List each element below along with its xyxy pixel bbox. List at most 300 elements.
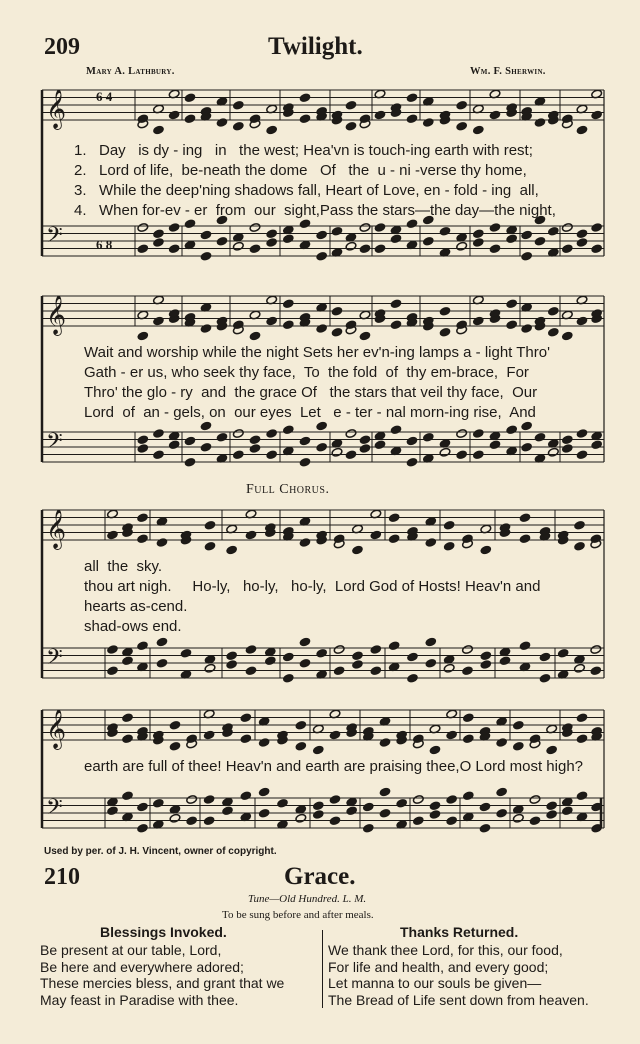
note-head	[456, 241, 468, 251]
note-head	[496, 808, 508, 818]
note-head	[362, 823, 374, 833]
note-head	[204, 541, 216, 551]
treble-clef-icon: 𝄞	[46, 509, 67, 549]
note-head	[456, 100, 468, 110]
verse-2-line-1: 2. Lord of life, be-neath the dome Of the u - ni -verse thy home,	[74, 162, 527, 179]
note-head	[156, 637, 168, 647]
composer-credit: Wm. F. Sherwin.	[470, 66, 546, 77]
verse-3-line-2: Thro' the glo - ry and the grace Of the stars that veil thy face, Our	[84, 384, 538, 401]
note-head	[122, 791, 134, 801]
hymn-210-number: 210	[44, 864, 80, 890]
note-head	[534, 236, 546, 246]
note-head	[456, 121, 468, 131]
note-head	[407, 652, 419, 662]
note-head	[472, 229, 484, 239]
note-head	[184, 457, 196, 467]
note-head	[412, 816, 424, 826]
note-head	[519, 534, 531, 544]
note-head	[472, 125, 484, 135]
note-head	[521, 251, 533, 261]
note-head	[137, 513, 149, 523]
note-head	[299, 457, 311, 467]
note-head	[156, 658, 168, 668]
bass-clef-icon: 𝄢	[46, 645, 63, 675]
note-head	[245, 666, 257, 676]
note-head	[521, 421, 533, 431]
note-head	[462, 666, 474, 676]
note-head	[506, 299, 518, 309]
note-head	[345, 121, 357, 131]
note-head	[266, 429, 278, 439]
note-head	[216, 432, 228, 442]
note-head	[249, 444, 261, 454]
note-head	[299, 219, 311, 229]
note-head	[345, 450, 357, 460]
note-head	[245, 530, 257, 540]
note-head	[406, 436, 418, 446]
note-head	[331, 447, 343, 457]
note-head	[153, 238, 165, 248]
note-head	[425, 658, 437, 668]
note-head	[137, 223, 149, 233]
note-head	[184, 93, 196, 103]
note-head	[331, 306, 343, 316]
verse-1-line-2: Wait and worship while the night Sets her ev'n-ing lamps a - light Thro'	[84, 344, 550, 361]
note-head	[232, 450, 244, 460]
note-head	[591, 110, 603, 120]
note-head	[446, 816, 458, 826]
note-head	[425, 637, 437, 647]
note-head	[359, 435, 371, 445]
note-head	[153, 429, 165, 439]
note-head	[407, 673, 419, 683]
note-head	[519, 513, 531, 523]
note-head	[370, 530, 382, 540]
note-head	[539, 652, 551, 662]
note-head	[186, 816, 198, 826]
note-head	[574, 541, 586, 551]
note-head	[264, 656, 276, 666]
note-head	[547, 226, 559, 236]
note-head	[249, 435, 261, 445]
note-head	[316, 442, 328, 452]
note-head	[137, 534, 149, 544]
note-head	[561, 331, 573, 341]
note-head	[295, 741, 307, 751]
note-head	[295, 720, 307, 730]
note-head	[258, 808, 270, 818]
note-head	[390, 320, 402, 330]
note-head	[258, 787, 270, 797]
verse-3-line-1: 3. While the deep'ning shadows fall, Heart of Love, en - fold - ing all,	[74, 182, 539, 199]
time-signature-bass: 6 8	[96, 237, 113, 252]
note-head	[576, 429, 588, 439]
note-head	[331, 327, 343, 337]
note-head	[534, 118, 546, 128]
bass-clef-icon: 𝄢	[46, 795, 63, 825]
note-head	[443, 663, 455, 673]
hymn-title: Twilight.	[268, 33, 363, 60]
note-head	[439, 306, 451, 316]
note-head	[282, 234, 294, 244]
blessings-line: May feast in Paradise with thee.	[40, 991, 239, 1008]
note-head	[425, 538, 437, 548]
note-head	[443, 520, 455, 530]
note-head	[156, 538, 168, 548]
note-head	[379, 738, 391, 748]
note-head	[153, 125, 165, 135]
note-head	[333, 666, 345, 676]
note-head	[232, 241, 244, 251]
note-head	[590, 666, 602, 676]
note-head	[200, 442, 212, 452]
note-head	[591, 223, 603, 233]
note-head	[561, 444, 573, 454]
note-head	[329, 795, 341, 805]
note-head	[561, 435, 573, 445]
note-head	[489, 244, 501, 254]
note-head	[429, 801, 441, 811]
note-head	[479, 823, 491, 833]
note-head	[439, 226, 451, 236]
note-head	[316, 324, 328, 334]
note-head	[345, 241, 357, 251]
note-head	[561, 223, 573, 233]
verse-1-line-1: 1. Day is dy - ing in the west; Hea'vn is touch-ing earth with rest;	[74, 142, 533, 159]
note-head	[576, 238, 588, 248]
note-head	[295, 813, 307, 823]
note-head	[203, 816, 215, 826]
note-head	[107, 806, 119, 816]
note-head	[107, 645, 119, 655]
note-head	[443, 541, 455, 551]
note-head	[379, 808, 391, 818]
note-head	[184, 436, 196, 446]
note-head	[232, 121, 244, 131]
note-head	[359, 331, 371, 341]
note-head	[388, 641, 400, 651]
note-head	[506, 234, 518, 244]
note-head	[446, 730, 458, 740]
note-head	[266, 316, 278, 326]
blessings-verse	[40, 942, 284, 1008]
note-head	[282, 425, 294, 435]
note-head	[489, 223, 501, 233]
note-head	[521, 442, 533, 452]
note-head	[591, 244, 603, 254]
note-head	[226, 545, 238, 555]
note-head	[345, 429, 357, 439]
note-head	[122, 656, 134, 666]
note-head	[266, 238, 278, 248]
note-head	[521, 324, 533, 334]
note-head	[226, 651, 238, 661]
note-head	[137, 444, 149, 454]
note-head	[390, 299, 402, 309]
note-head	[299, 93, 311, 103]
note-head	[249, 223, 261, 233]
note-head	[216, 236, 228, 246]
note-head	[266, 450, 278, 460]
note-head	[462, 734, 474, 744]
blessings-line: Be here and everywhere adored;	[40, 958, 244, 975]
note-head	[529, 816, 541, 826]
note-head	[331, 226, 343, 236]
hymn-number: 209	[44, 34, 80, 60]
note-head	[316, 421, 328, 431]
note-head	[200, 421, 212, 431]
note-head	[153, 316, 165, 326]
note-head	[277, 798, 289, 808]
note-head	[346, 806, 358, 816]
note-head	[312, 745, 324, 755]
note-head	[396, 798, 408, 808]
note-head	[534, 432, 546, 442]
note-head	[168, 110, 180, 120]
note-head	[204, 663, 216, 673]
note-head	[480, 651, 492, 661]
thanks-line: We thank thee Lord, for this, our food,	[328, 942, 563, 958]
note-head	[137, 435, 149, 445]
verse-2-line-2: Gath - er us, who seek thy face, To the fold of thy em-brace, For	[84, 364, 529, 381]
note-head	[153, 450, 165, 460]
thanks-line: Let manna to our souls be given—	[328, 975, 542, 991]
note-head	[359, 223, 371, 233]
note-head	[539, 673, 551, 683]
note-head	[489, 110, 501, 120]
thanks-verse	[328, 942, 589, 1008]
note-head	[576, 734, 588, 744]
note-head	[153, 229, 165, 239]
verse-1-line-3: all the sky.	[84, 558, 163, 575]
note-head	[521, 230, 533, 240]
verse-4-line-3: shad-ows end.	[84, 618, 182, 635]
note-head	[472, 450, 484, 460]
note-head	[374, 244, 386, 254]
note-head	[200, 251, 212, 261]
note-head	[282, 299, 294, 309]
note-head	[499, 656, 511, 666]
note-head	[529, 795, 541, 805]
verse-4-line-1: 4. When for-ev - er from our sight,Pass the stars—the day—the night,	[74, 202, 556, 219]
note-head	[429, 745, 441, 755]
note-head	[316, 648, 328, 658]
note-head	[200, 230, 212, 240]
note-head	[561, 806, 573, 816]
note-head	[439, 447, 451, 457]
note-head	[472, 238, 484, 248]
note-head	[422, 432, 434, 442]
note-head	[169, 813, 181, 823]
note-head	[519, 641, 531, 651]
chorus-final-line: earth are full of thee! Heav'n and earth are praising thee,O Lord most high?	[84, 758, 583, 775]
note-head	[203, 730, 215, 740]
note-head	[137, 331, 149, 341]
note-head	[406, 457, 418, 467]
note-head	[546, 745, 558, 755]
note-head	[574, 663, 586, 673]
note-head	[137, 823, 149, 833]
note-head	[496, 787, 508, 797]
note-head	[316, 230, 328, 240]
note-head	[245, 645, 257, 655]
thanks-line: For life and health, and every good;	[328, 958, 549, 975]
note-head	[312, 801, 324, 811]
verse-2-line-3: thou art nigh. Ho-ly, ho-ly, ho-ly, Lord God of Hosts! Heav'n and	[84, 578, 541, 595]
note-head	[576, 125, 588, 135]
note-head	[137, 641, 149, 651]
note-head	[232, 100, 244, 110]
note-head	[282, 652, 294, 662]
note-head	[390, 425, 402, 435]
note-head	[406, 93, 418, 103]
note-head	[299, 114, 311, 124]
note-head	[590, 645, 602, 655]
note-head	[204, 520, 216, 530]
note-head	[329, 730, 341, 740]
note-head	[258, 738, 270, 748]
note-head	[266, 229, 278, 239]
note-head	[107, 530, 119, 540]
column-divider	[322, 930, 323, 1008]
note-head	[388, 534, 400, 544]
note-head	[266, 125, 278, 135]
note-head	[240, 734, 252, 744]
note-head	[333, 645, 345, 655]
note-head	[299, 637, 311, 647]
note-head	[379, 787, 391, 797]
note-head	[249, 244, 261, 254]
note-head	[282, 673, 294, 683]
note-head	[557, 648, 569, 658]
note-head	[169, 741, 181, 751]
note-head	[137, 244, 149, 254]
note-head	[240, 791, 252, 801]
meal-instruction: To be sung before and after meals.	[222, 909, 374, 921]
note-head	[576, 450, 588, 460]
treble-clef-icon: 𝄞	[46, 709, 67, 749]
note-head	[316, 251, 328, 261]
note-head	[591, 440, 603, 450]
note-head	[456, 429, 468, 439]
note-head	[472, 429, 484, 439]
note-head	[374, 223, 386, 233]
copyright-note: Used by per. of J. H. Vincent, owner of copyright.	[44, 846, 277, 857]
note-head	[107, 666, 119, 676]
verse-4-line-2: Lord of an - gels, on our eyes Let e - ter - nal morn-ing rise, And	[84, 404, 536, 421]
note-head	[299, 658, 311, 668]
note-head	[547, 306, 559, 316]
note-head	[429, 810, 441, 820]
note-head	[226, 660, 238, 670]
note-head	[359, 244, 371, 254]
note-head	[184, 219, 196, 229]
note-head	[186, 795, 198, 805]
note-head	[489, 440, 501, 450]
note-head	[462, 713, 474, 723]
note-head	[362, 802, 374, 812]
note-head	[546, 801, 558, 811]
note-head	[574, 520, 586, 530]
note-head	[388, 513, 400, 523]
note-head	[480, 545, 492, 555]
note-head	[329, 816, 341, 826]
note-head	[168, 244, 180, 254]
note-head	[345, 100, 357, 110]
note-head	[462, 645, 474, 655]
note-head	[390, 234, 402, 244]
note-head	[506, 425, 518, 435]
note-head	[370, 666, 382, 676]
note-head	[299, 538, 311, 548]
note-head	[472, 316, 484, 326]
note-head	[480, 660, 492, 670]
note-head	[216, 118, 228, 128]
thanks-heading: Thanks Returned.	[400, 924, 519, 940]
note-head	[299, 436, 311, 446]
note-head	[352, 660, 364, 670]
note-head	[203, 795, 215, 805]
note-head	[479, 802, 491, 812]
note-head	[200, 324, 212, 334]
note-head	[506, 320, 518, 330]
note-head	[168, 440, 180, 450]
note-head	[576, 229, 588, 239]
blessings-line: Be present at our table, Lord,	[40, 942, 222, 958]
note-head	[576, 713, 588, 723]
verse-3-line-3: hearts as-cend.	[84, 598, 188, 615]
treble-clef-icon: 𝄞	[46, 295, 67, 335]
note-head	[169, 720, 181, 730]
note-head	[561, 244, 573, 254]
note-head	[312, 810, 324, 820]
note-head	[547, 327, 559, 337]
note-head	[576, 316, 588, 326]
note-head	[456, 450, 468, 460]
note-head	[232, 429, 244, 439]
note-head	[180, 648, 192, 658]
blessings-heading: Blessings Invoked.	[100, 924, 227, 940]
note-head	[352, 545, 364, 555]
treble-clef-icon: 𝄞	[46, 89, 67, 129]
note-head	[422, 118, 434, 128]
note-head	[374, 110, 386, 120]
note-head	[359, 444, 371, 454]
note-head	[122, 734, 134, 744]
note-head	[412, 795, 424, 805]
note-head	[370, 645, 382, 655]
note-head	[249, 331, 261, 341]
note-head	[352, 651, 364, 661]
note-head	[462, 791, 474, 801]
note-head	[122, 713, 134, 723]
note-head	[576, 791, 588, 801]
hymn-210-title: Grace.	[284, 863, 356, 890]
bass-clef-icon: 𝄢	[46, 429, 63, 459]
note-head	[422, 236, 434, 246]
note-head	[184, 114, 196, 124]
note-head	[168, 223, 180, 233]
note-head	[152, 798, 164, 808]
note-head	[512, 720, 524, 730]
note-head	[137, 802, 149, 812]
bass-clef-icon: 𝄢	[46, 223, 63, 253]
note-head	[406, 219, 418, 229]
thanks-line: The Bread of Life sent down from heaven.	[328, 991, 589, 1008]
note-head	[222, 806, 234, 816]
note-head	[512, 813, 524, 823]
note-head	[240, 713, 252, 723]
